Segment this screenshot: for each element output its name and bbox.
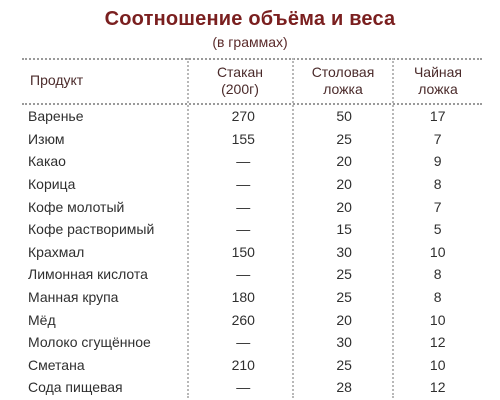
glass-value-cell: —: [236, 379, 251, 396]
glass-value-cell: 155: [231, 130, 255, 147]
table-row: [22, 354, 482, 377]
product-name-cell: Изюм: [28, 130, 65, 147]
teaspoon-value-cell: 12: [429, 334, 446, 351]
teaspoon-value-cell: 7: [433, 198, 442, 215]
teaspoon-value-cell: 8: [433, 289, 442, 306]
tablespoon-value-cell: 20: [336, 176, 352, 193]
header-glass-line1: Стакан: [216, 64, 264, 80]
product-name-cell: Какао: [28, 153, 66, 170]
tablespoon-value-cell: 25: [336, 130, 352, 147]
teaspoon-value-cell: 10: [429, 311, 446, 328]
table-row: [22, 150, 482, 173]
teaspoon-value-cell: 9: [433, 153, 442, 170]
teaspoon-value-cell: 8: [433, 176, 442, 193]
header-teaspoon-line2: ложка: [418, 81, 458, 97]
product-name-cell: Кофе молотый: [28, 198, 125, 215]
header-tablespoon-line1: Столовая: [311, 64, 375, 80]
table-row: [22, 331, 482, 354]
product-name-cell: Сметана: [28, 356, 85, 373]
teaspoon-value-cell: 12: [429, 379, 446, 396]
header-teaspoon: [394, 64, 482, 98]
tablespoon-value-cell: 20: [336, 153, 352, 170]
page-title: Соотношение объёма и веса: [104, 8, 396, 30]
product-name-cell: Манная крупа: [28, 289, 119, 306]
page-subtitle: (в граммах): [212, 34, 288, 50]
tablespoon-value-cell: 25: [336, 289, 352, 306]
teaspoon-value-cell: 10: [429, 356, 446, 373]
glass-value-cell: —: [236, 176, 251, 193]
tablespoon-value-cell: 28: [336, 379, 352, 396]
table-row: [22, 286, 482, 309]
glass-value-cell: —: [236, 153, 251, 170]
table-row: [22, 173, 482, 196]
table-row: [22, 263, 482, 286]
conversion-table-body: [22, 105, 482, 399]
table-row: [22, 308, 482, 331]
teaspoon-value-cell: 17: [429, 108, 446, 125]
glass-value-cell: 270: [231, 108, 255, 125]
conversion-table: [22, 105, 482, 399]
header-teaspoon-line1: Чайная: [413, 64, 463, 80]
tablespoon-value-cell: 15: [336, 221, 352, 238]
tablespoon-value-cell: 50: [336, 108, 352, 125]
tablespoon-value-cell: 20: [336, 311, 352, 328]
glass-value-cell: —: [236, 221, 251, 238]
table-row: [22, 195, 482, 218]
table-row: [22, 241, 482, 264]
header-top-divider: [22, 58, 482, 60]
header-glass: [190, 64, 290, 98]
product-name-cell: Мёд: [28, 311, 56, 328]
glass-value-cell: —: [236, 266, 251, 283]
table-row: [22, 376, 482, 399]
product-name-cell: Корица: [28, 176, 76, 193]
glass-value-cell: 210: [231, 356, 255, 373]
tablespoon-value-cell: 30: [336, 243, 352, 260]
glass-value-cell: 260: [231, 311, 255, 328]
table-row: [22, 128, 482, 151]
product-name-cell: Кофе растворимый: [28, 221, 155, 238]
teaspoon-value-cell: 7: [433, 130, 442, 147]
product-name-cell: Сода пищевая: [28, 379, 123, 396]
tablespoon-value-cell: 20: [336, 198, 352, 215]
glass-value-cell: —: [236, 198, 251, 215]
table-row: [22, 105, 482, 128]
tablespoon-value-cell: 25: [336, 356, 352, 373]
header-glass-line2: (200г): [221, 81, 259, 97]
teaspoon-value-cell: 10: [429, 243, 446, 260]
header-product: Продукт: [30, 72, 84, 88]
header-tablespoon-line2: ложка: [323, 81, 363, 97]
product-name-cell: Лимонная кислота: [28, 266, 148, 283]
teaspoon-value-cell: 5: [433, 221, 442, 238]
glass-value-cell: 150: [231, 243, 255, 260]
glass-value-cell: —: [236, 334, 251, 351]
table-row: [22, 218, 482, 241]
tablespoon-value-cell: 25: [336, 266, 352, 283]
product-name-cell: Молоко сгущённое: [28, 334, 151, 351]
product-name-cell: Варенье: [28, 108, 84, 125]
tablespoon-value-cell: 30: [336, 334, 352, 351]
header-tablespoon: [294, 64, 392, 98]
glass-value-cell: 180: [231, 289, 255, 306]
teaspoon-value-cell: 8: [433, 266, 442, 283]
product-name-cell: Крахмал: [28, 243, 85, 260]
